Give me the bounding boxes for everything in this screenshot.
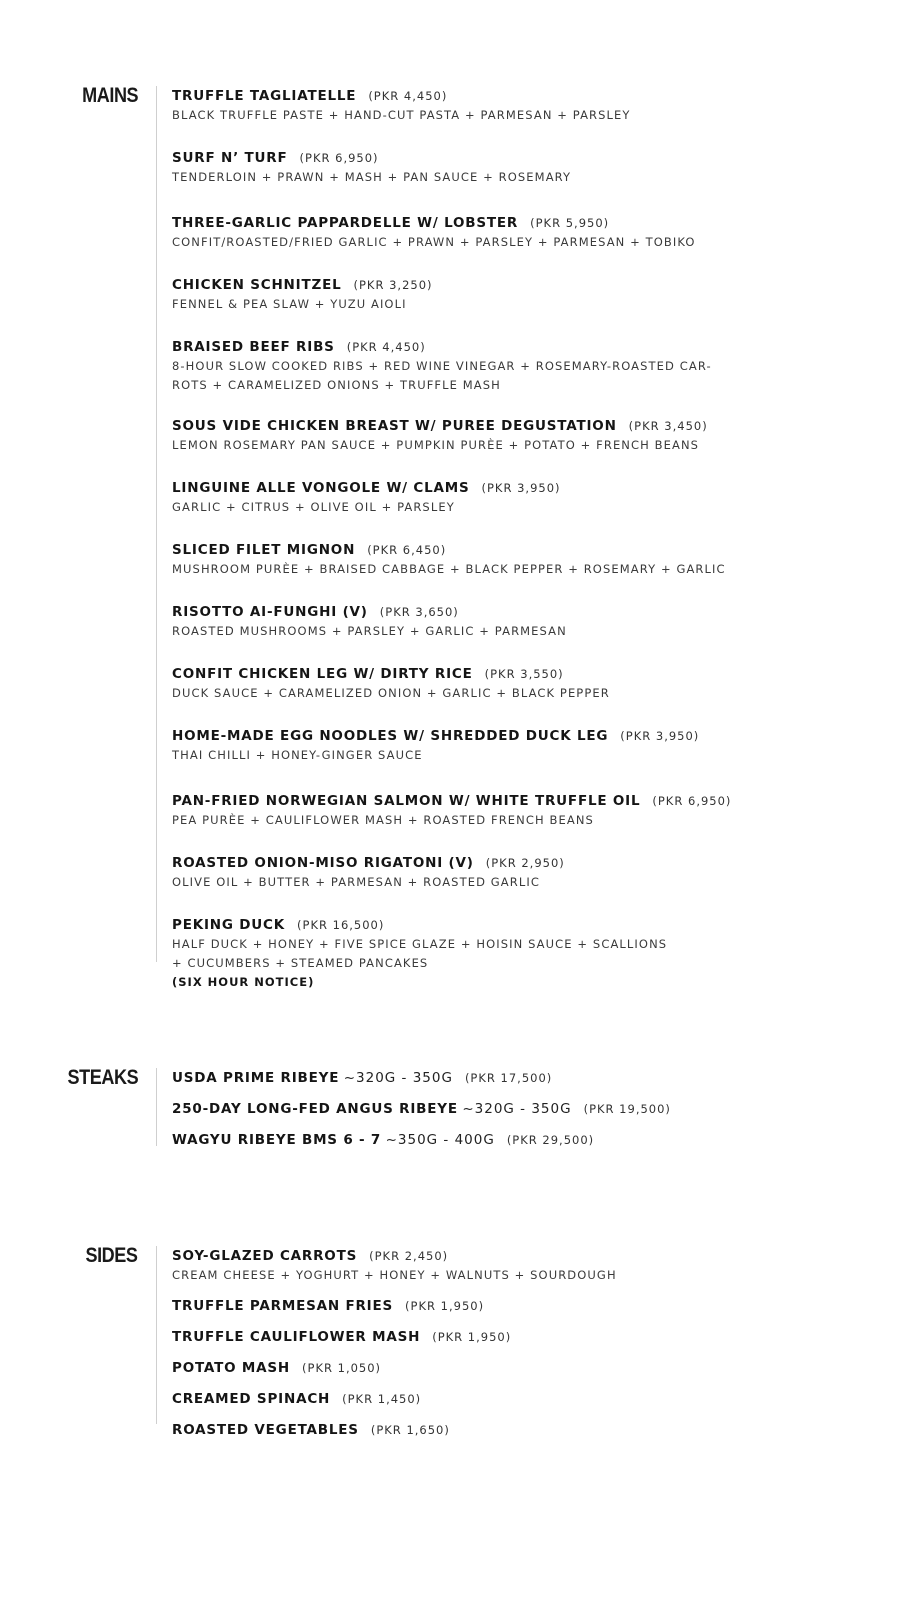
item-description: BLACK TRUFFLE PASTE + HAND-CUT PASTA + PARMESAN + PARSLEY <box>172 108 631 122</box>
item-price: (PKR 6,950) <box>299 151 379 165</box>
item-price: (PKR 1,450) <box>342 1392 422 1406</box>
item-price: (PKR 17,500) <box>464 1071 553 1085</box>
item-name: TRUFFLE PARMESAN FRIES <box>172 1298 394 1314</box>
item-name: HOME-MADE EGG NOODLES W/ SHREDDED DUCK LEG <box>172 728 609 744</box>
item-name: CHICKEN SCHNITZEL <box>172 277 342 293</box>
item-name: RISOTTO AI-FUNGHI (V) <box>172 604 368 620</box>
item-price: (PKR 2,450) <box>369 1249 449 1263</box>
item-description-continued: ROTS + CARAMELIZED ONIONS + TRUFFLE MASH <box>172 378 501 392</box>
menu-item <box>172 1296 872 1327</box>
menu-item <box>172 915 872 989</box>
item-price: (PKR 3,950) <box>481 481 561 495</box>
item-weight: ~350G - 400G <box>385 1132 495 1148</box>
steaks-list <box>172 1068 872 1161</box>
section-divider <box>156 86 157 962</box>
item-description-continued: + CUCUMBERS + STEAMED PANCAKES <box>172 956 429 970</box>
item-price: (PKR 1,950) <box>432 1330 512 1344</box>
menu-item <box>172 791 872 853</box>
item-name: POTATO MASH <box>172 1360 291 1376</box>
item-description: LEMON ROSEMARY PAN SAUCE + PUMPKIN PURÈE + POTATO + FRENCH BEANS <box>172 438 700 452</box>
menu-item <box>172 1130 872 1161</box>
item-price: (PKR 6,950) <box>652 794 732 808</box>
item-price: (PKR 4,450) <box>368 89 448 103</box>
item-name: WAGYU RIBEYE BMS 6 - 7 <box>172 1132 382 1148</box>
item-price: (PKR 19,500) <box>583 1102 671 1116</box>
section-title-sides: SIDES <box>85 1244 138 1267</box>
item-description: ROASTED MUSHROOMS + PARSLEY + GARLIC + PARMESAN <box>172 624 567 638</box>
mains-list <box>172 86 872 989</box>
item-name: PAN-FRIED NORWEGIAN SALMON W/ WHITE TRUFFLE OIL <box>172 793 641 809</box>
menu-item <box>172 148 872 213</box>
menu-item <box>172 1389 872 1420</box>
section-title-steaks: STEAKS <box>67 1066 138 1089</box>
item-weight: ~320G - 350G <box>462 1101 572 1117</box>
item-price: (PKR 1,650) <box>370 1423 450 1437</box>
item-description: THAI CHILLI + HONEY-GINGER SAUCE <box>172 748 423 762</box>
item-description: DUCK SAUCE + CARAMELIZED ONION + GARLIC + BLACK PEPPER <box>172 686 610 700</box>
menu-item <box>172 540 872 602</box>
item-description: CONFIT/ROASTED/FRIED GARLIC + PRAWN + PARSLEY + PARMESAN + TOBIKO <box>172 235 696 249</box>
item-name: 250-DAY LONG-FED ANGUS RIBEYE <box>172 1101 458 1117</box>
item-name: USDA PRIME RIBEYE <box>172 1070 340 1086</box>
menu-item <box>172 86 872 148</box>
item-weight: ~320G - 350G <box>343 1070 453 1086</box>
item-name: BRAISED BEEF RIBS <box>172 339 335 355</box>
item-description: OLIVE OIL + BUTTER + PARMESAN + ROASTED GARLIC <box>172 875 540 889</box>
item-description: TENDERLOIN + PRAWN + MASH + PAN SAUCE + ROSEMARY <box>172 170 572 184</box>
item-description: FENNEL & PEA SLAW + YUZU AIOLI <box>172 297 407 311</box>
item-name: TRUFFLE TAGLIATELLE <box>172 88 357 104</box>
item-name: SLICED FILET MIGNON <box>172 542 356 558</box>
menu-item <box>172 213 872 275</box>
item-price: (PKR 4,450) <box>346 340 426 354</box>
menu-item <box>172 1420 872 1451</box>
item-description: PEA PURÈE + CAULIFLOWER MASH + ROASTED FRENCH BEANS <box>172 813 594 827</box>
item-price: (PKR 5,950) <box>530 216 610 230</box>
menu-item <box>172 1246 872 1296</box>
menu-item <box>172 726 872 791</box>
section-divider <box>156 1068 157 1146</box>
item-note: (SIX HOUR NOTICE) <box>172 975 315 989</box>
item-price: (PKR 16,500) <box>297 918 385 932</box>
menu-item <box>172 602 872 664</box>
section-divider <box>156 1246 157 1424</box>
menu-item <box>172 664 872 726</box>
item-name: THREE-GARLIC PAPPARDELLE W/ LOBSTER <box>172 215 519 231</box>
item-description: 8-HOUR SLOW COOKED RIBS + RED WINE VINEGAR + ROSEMARY-ROASTED CAR- <box>172 359 712 373</box>
menu-item <box>172 1099 872 1130</box>
item-price: (PKR 3,650) <box>379 605 459 619</box>
item-price: (PKR 6,450) <box>367 543 447 557</box>
item-price: (PKR 3,450) <box>628 419 708 433</box>
item-name: SOUS VIDE CHICKEN BREAST W/ PUREE DEGUSTATION <box>172 418 617 434</box>
menu-item <box>172 853 872 915</box>
item-name: CONFIT CHICKEN LEG W/ DIRTY RICE <box>172 666 473 682</box>
item-price: (PKR 3,550) <box>484 667 564 681</box>
menu-item <box>172 275 872 337</box>
item-description: HALF DUCK + HONEY + FIVE SPICE GLAZE + HOISIN SAUCE + SCALLIONS <box>172 937 668 951</box>
item-name: SOY-GLAZED CARROTS <box>172 1248 358 1264</box>
item-price: (PKR 1,050) <box>302 1361 382 1375</box>
item-name: ROASTED ONION-MISO RIGATONI (V) <box>172 855 474 871</box>
menu-item <box>172 337 872 416</box>
menu-item <box>172 1068 872 1099</box>
sides-list <box>172 1246 872 1451</box>
menu-item <box>172 416 872 478</box>
item-name: TRUFFLE CAULIFLOWER MASH <box>172 1329 421 1345</box>
menu-item <box>172 478 872 540</box>
item-price: (PKR 2,950) <box>485 856 565 870</box>
item-price: (PKR 1,950) <box>405 1299 485 1313</box>
item-description: MUSHROOM PURÈE + BRAISED CABBAGE + BLACK PEPPER + ROSEMARY + GARLIC <box>172 562 726 576</box>
item-description: CREAM CHEESE + YOGHURT + HONEY + WALNUTS + SOURDOUGH <box>172 1268 617 1282</box>
item-name: LINGUINE ALLE VONGOLE W/ CLAMS <box>172 480 470 496</box>
section-title-mains: MAINS <box>81 84 138 107</box>
item-price: (PKR 3,250) <box>353 278 433 292</box>
item-description: GARLIC + CITRUS + OLIVE OIL + PARSLEY <box>172 500 455 514</box>
item-name: SURF N’ TURF <box>172 150 288 166</box>
item-price: (PKR 3,950) <box>620 729 700 743</box>
menu-item <box>172 1327 872 1358</box>
menu-item <box>172 1358 872 1389</box>
item-name: PEKING DUCK <box>172 917 286 933</box>
item-name: ROASTED VEGETABLES <box>172 1422 359 1438</box>
item-price: (PKR 29,500) <box>506 1133 595 1147</box>
item-name: CREAMED SPINACH <box>172 1391 331 1407</box>
